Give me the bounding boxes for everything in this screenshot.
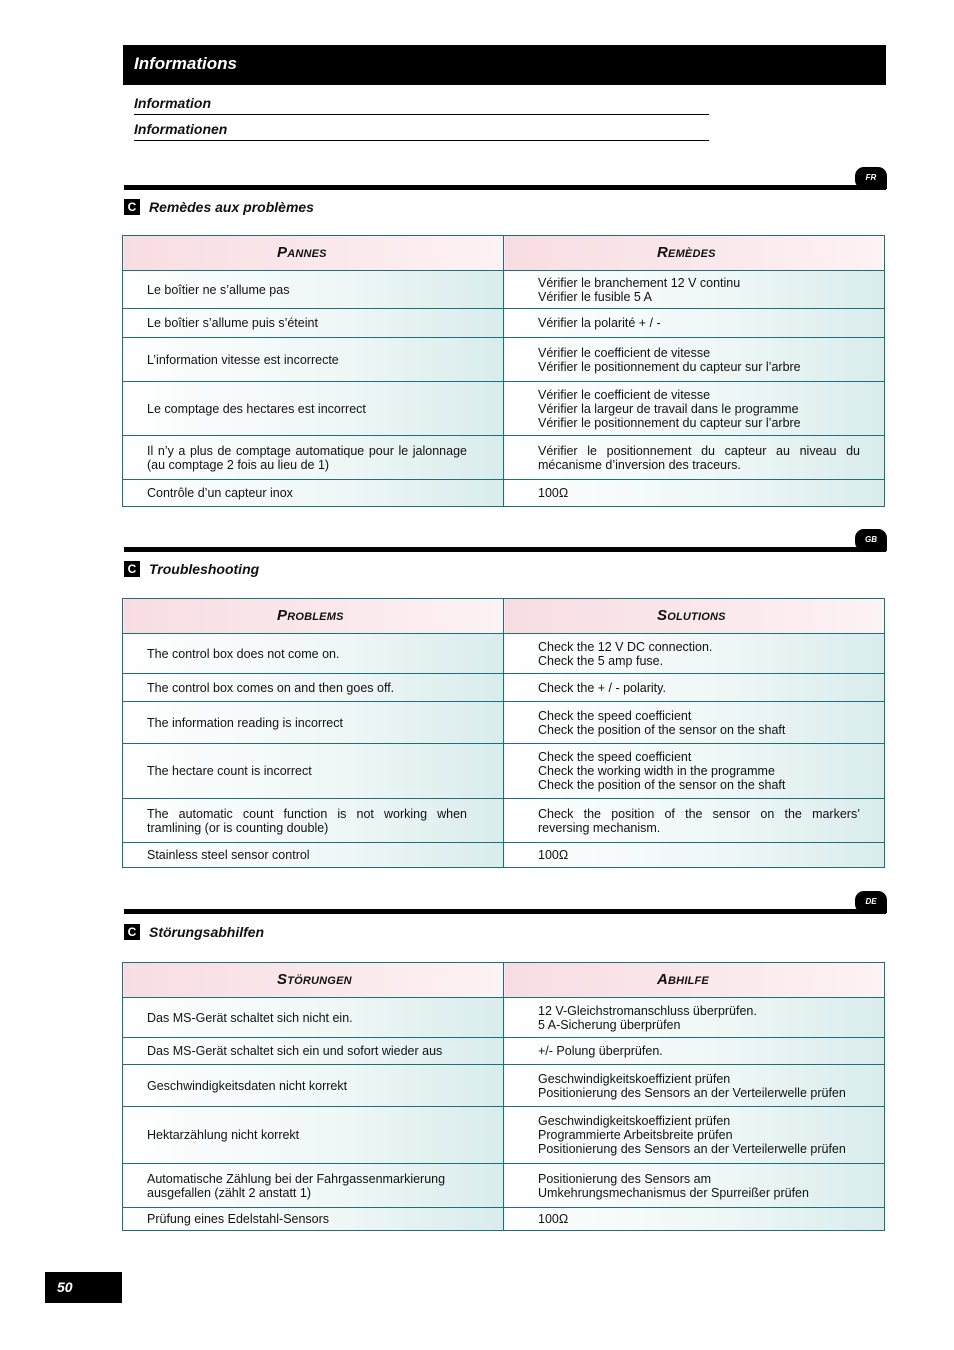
table-row: [123, 998, 885, 1038]
table-row: [123, 1107, 885, 1164]
page-number: 50: [45, 1272, 122, 1303]
subtitle-en: Information: [134, 95, 709, 115]
section-title-de: Störungsabhilfen: [149, 924, 265, 940]
table-row: [123, 674, 885, 702]
troubleshooting-table-gb: [122, 598, 885, 868]
lang-tab-de: DE: [855, 891, 887, 913]
problem-cell: Contrôle d’un capteur inox: [123, 480, 504, 507]
table-row: [123, 309, 885, 338]
solution-cell: Check the speed coefficient Check the working width in the programme Check the position of the sensor on the shaft: [504, 744, 885, 799]
table-row: [123, 338, 885, 382]
solution-cell: Geschwindigkeitskoeffizient prüfen Programmierte Arbeitsbreite prüfen Positionierung des Sensors an der Verteilerwelle prüfen: [504, 1107, 885, 1164]
column-header-solutions: Solutions: [504, 599, 885, 634]
solution-cell: Vérifier le coefficient de vitesse Vérifier le positionnement du capteur sur l’arbre: [504, 338, 885, 382]
problem-cell: Geschwindigkeitsdaten nicht korrekt: [123, 1065, 504, 1107]
troubleshooting-table-fr: [122, 235, 885, 507]
problem-cell: The hectare count is incorrect: [123, 744, 504, 799]
section-title-gb: Troubleshooting: [149, 561, 260, 577]
problem-cell: Le boîtier ne s’allume pas: [123, 271, 504, 309]
table-row: [123, 1164, 885, 1208]
problem-cell: Das MS-Gerät schaltet sich ein und sofort wieder aus: [123, 1038, 504, 1065]
section-title-fr: Remèdes aux problèmes: [149, 199, 314, 215]
lang-tab-gb: GB: [855, 529, 887, 551]
solution-cell: 100Ω: [504, 843, 885, 868]
solution-cell: Vérifier le coefficient de vitesse Vérifier la largeur de travail dans le programme Vérifier le positionnement du capteur sur l’arbre: [504, 382, 885, 436]
solution-cell: 100Ω: [504, 1208, 885, 1231]
problem-cell: The control box does not come on.: [123, 634, 504, 674]
column-header-problems: Problems: [123, 599, 504, 634]
problem-cell: Le boîtier s’allume puis s’éteint: [123, 309, 504, 338]
table-row: [123, 702, 885, 744]
table-row: [123, 1065, 885, 1107]
solution-cell: +/- Polung überprüfen.: [504, 1038, 885, 1065]
solution-cell: Check the speed coefficient Check the position of the sensor on the shaft: [504, 702, 885, 744]
column-header-solutions: Abhilfe: [504, 963, 885, 998]
solution-cell: Check the 12 V DC connection. Check the 5 amp fuse.: [504, 634, 885, 674]
section-rule-gb: [124, 547, 886, 552]
problem-cell: Le comptage des hectares est incorrect: [123, 382, 504, 436]
solution-cell: Positionierung des Sensors am Umkehrungsmechanismus der Spurreißer prüfen: [504, 1164, 885, 1208]
problem-cell: Stainless steel sensor control: [123, 843, 504, 868]
section-c-icon: C: [124, 561, 140, 577]
problem-cell: Automatische Zählung bei der Fahrgassenmarkierung ausgefallen (zählt 2 anstatt 1): [123, 1164, 504, 1208]
lang-tab-fr: FR: [855, 167, 887, 189]
problem-cell: L’information vitesse est incorrecte: [123, 338, 504, 382]
subtitle-de: Informationen: [134, 121, 709, 141]
problem-cell: The control box comes on and then goes off.: [123, 674, 504, 702]
solution-cell: 12 V-Gleichstromanschluss überprüfen. 5 A-Sicherung überprüfen: [504, 998, 885, 1038]
table-row: [123, 799, 885, 843]
table-row: [123, 480, 885, 507]
table-row: [123, 382, 885, 436]
table-row: [123, 634, 885, 674]
column-header-problems: Störungen: [123, 963, 504, 998]
table-row: [123, 271, 885, 309]
section-rule-de: [124, 909, 886, 914]
solution-cell: Check the position of the sensor on the markers’ reversing mechanism.: [504, 799, 885, 843]
problem-cell: Il n’y a plus de comptage automatique pour le jalonnage (au comptage 2 fois au lieu de 1): [123, 436, 504, 480]
problem-cell: Das MS-Gerät schaltet sich nicht ein.: [123, 998, 504, 1038]
problem-cell: Prüfung eines Edelstahl-Sensors: [123, 1208, 504, 1231]
page-title: Informations: [134, 54, 237, 73]
solution-cell: Vérifier le positionnement du capteur au niveau du mécanisme d’inversion des traceurs.: [504, 436, 885, 480]
table-row: [123, 1208, 885, 1231]
solution-cell: Check the + / - polarity.: [504, 674, 885, 702]
solution-cell: Vérifier la polarité + / -: [504, 309, 885, 338]
section-c-icon: C: [124, 924, 140, 940]
table-row: [123, 744, 885, 799]
solution-cell: 100Ω: [504, 480, 885, 507]
header-bar: [123, 45, 886, 85]
problem-cell: The automatic count function is not working when tramlining (or is counting double): [123, 799, 504, 843]
solution-cell: Vérifier le branchement 12 V continu Vérifier le fusible 5 A: [504, 271, 885, 309]
column-header-problems: Pannes: [123, 236, 504, 271]
table-row: [123, 436, 885, 480]
troubleshooting-table-de: [122, 962, 885, 1231]
table-row: [123, 843, 885, 868]
problem-cell: Hektarzählung nicht korrekt: [123, 1107, 504, 1164]
column-header-solutions: Remèdes: [504, 236, 885, 271]
solution-cell: Geschwindigkeitskoeffizient prüfen Positionierung des Sensors an der Verteilerwelle prüfen: [504, 1065, 885, 1107]
section-c-icon: C: [124, 199, 140, 215]
problem-cell: The information reading is incorrect: [123, 702, 504, 744]
table-row: [123, 1038, 885, 1065]
section-rule-fr: [124, 185, 886, 190]
